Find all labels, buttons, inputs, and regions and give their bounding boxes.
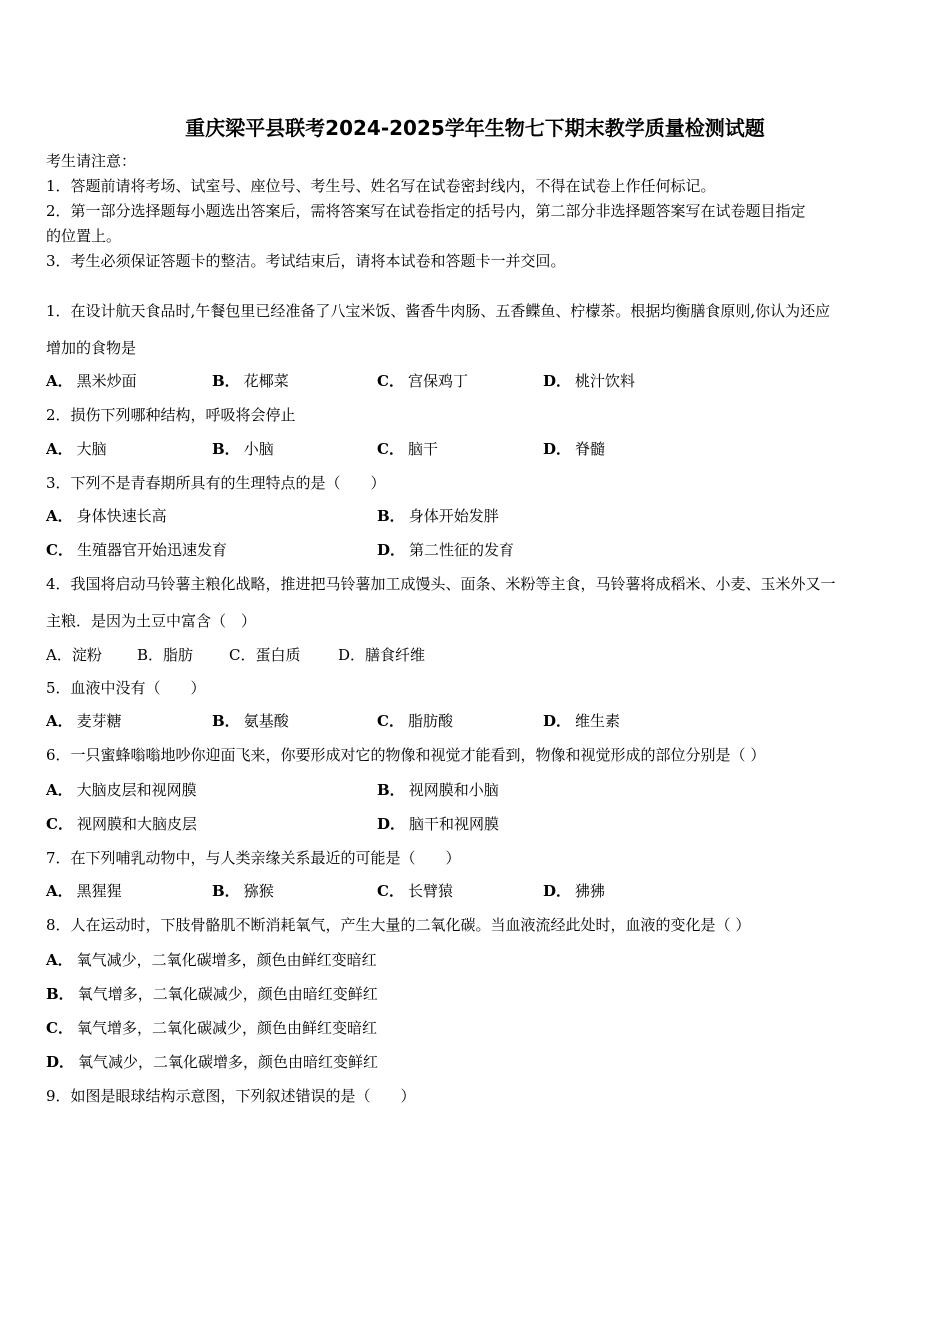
option-a [46,711,122,731]
option-text: 膳食纤维 [365,646,426,664]
option-letter: B． [46,985,74,1003]
option-letter: C． [229,646,256,664]
option-c [377,439,438,459]
option-text: 脑干 [407,440,438,458]
option-a [46,645,102,665]
option-text: 大脑皮层和视网膜 [76,781,197,799]
option-letter: A． [46,781,73,799]
option-c [46,540,227,560]
option-letter: B． [137,646,164,664]
option-letter: B． [212,712,240,730]
option-b [212,711,289,731]
option-text: 氧气增多，二氧化碳减少，颜色由暗红变鲜红 [77,985,378,1003]
notice-item: 1．答题前请将考场、试室号、座位号、考生号、姓名写在试卷密封线内，不得在试卷上作任何标记。 [46,177,716,195]
option-letter: A． [46,646,72,664]
option-text: 狒狒 [575,882,606,900]
option-letter: C． [377,372,404,390]
question-stem: 7．在下列哺乳动物中，与人类亲缘关系最近的可能是（ ） [46,849,461,867]
option-text: 脑干和视网膜 [409,815,500,833]
question-stem: 2．损伤下列哪种结构，呼吸将会停止 [46,406,296,424]
option-text: 生殖器官开始迅速发育 [76,541,227,559]
option-a [46,950,377,970]
page-title: 重庆梁平县联考2024-2025学年生物七下期末教学质量检测试题 [185,116,765,140]
option-text: 猕猴 [243,882,274,900]
option-text: 大脑 [76,440,107,458]
option-d [377,540,514,560]
option-d [377,814,499,834]
option-text: 维生素 [575,712,621,730]
question-stem: 主粮．是因为土豆中富含（ ） [46,612,257,630]
option-c [229,645,301,665]
option-c [46,814,197,834]
option-text: 第二性征的发育 [409,541,515,559]
option-letter: A． [46,507,73,525]
notice-item: 的位置上。 [46,227,122,245]
option-text: 氧气减少，二氧化碳增多，颜色由鲜红变暗红 [76,951,377,969]
option-letter: A． [46,712,73,730]
option-text: 黑米炒面 [76,372,137,390]
option-a [46,780,197,800]
notice-item: 2．第一部分选择题每小题选出答案后，需将答案写在试卷指定的括号内，第二部分非选择题答案写在试卷题目指定 [46,202,806,220]
option-b [212,881,274,901]
question-stem: 4．我国将启动马铃薯主粮化战略，推进把马铃薯加工成馒头、面条、米粉等主食，马铃薯将成稻米、小麦、玉米外又一 [46,575,836,593]
option-a [46,439,107,459]
option-c [46,1018,377,1038]
question-stem: 5．血液中没有（ ） [46,679,206,697]
question-stem: 3．下列不是青春期所具有的生理特点的是（ ） [46,474,386,492]
option-d [543,881,605,901]
option-text: 氧气增多，二氧化碳减少，颜色由鲜红变暗红 [76,1019,377,1037]
option-b [46,984,378,1004]
option-letter: B． [377,507,405,525]
option-letter: D． [543,372,572,390]
option-letter: C． [46,815,73,833]
option-b [212,371,289,391]
option-letter: D． [543,440,572,458]
option-text: 麦芽糖 [76,712,122,730]
option-b [377,780,499,800]
question-stem: 8．人在运动时，下肢骨骼肌不断消耗氧气，产生大量的二氧化碳。当血液流经此处时，血液的变化是（ ） [46,916,751,934]
option-letter: D． [377,815,406,833]
question-stem: 1．在设计航天食品时,午餐包里已经准备了八宝米饭、酱香牛肉肠、五香鲽鱼、柠檬茶。根据均衡膳食原则,你认为还应 [46,302,831,320]
option-text: 桃汁饮料 [575,372,636,390]
option-letter: D． [377,541,406,559]
option-d [46,1052,378,1072]
option-c [377,881,453,901]
option-text: 长臂猿 [407,882,453,900]
option-letter: B． [212,440,240,458]
option-text: 脊髓 [575,440,606,458]
option-d [338,645,425,665]
option-b [212,439,274,459]
option-text: 氨基酸 [243,712,289,730]
option-d [543,711,620,731]
option-letter: C． [46,1019,73,1037]
option-text: 脂肪 [163,646,194,664]
option-a [46,881,122,901]
option-text: 蛋白质 [255,646,301,664]
option-text: 身体快速长高 [76,507,167,525]
option-letter: A． [46,440,73,458]
notice-heading: 考生请注意： [46,152,137,170]
option-text: 视网膜和大脑皮层 [76,815,197,833]
option-c [377,371,468,391]
option-text: 氧气减少，二氧化碳增多，颜色由暗红变鲜红 [78,1053,379,1071]
option-letter: C． [377,882,404,900]
option-text: 黑猩猩 [76,882,122,900]
option-text: 小脑 [243,440,274,458]
question-stem: 9．如图是眼球结构示意图，下列叙述错误的是（ ） [46,1087,416,1105]
option-d [543,371,635,391]
option-letter: D． [338,646,366,664]
option-c [377,711,453,731]
option-letter: C． [377,440,404,458]
question-stem: 6．一只蜜蜂嗡嗡地吵你迎面飞来，你要形成对它的物像和视觉才能看到，物像和视觉形成的部位分别是（ ） [46,746,766,764]
option-letter: A． [46,372,73,390]
option-text: 脂肪酸 [407,712,453,730]
option-text: 宫保鸡丁 [407,372,468,390]
option-letter: A． [46,882,73,900]
option-text: 视网膜和小脑 [408,781,499,799]
option-letter: B． [212,372,240,390]
notice-item: 3．考生必须保证答题卡的整洁。考试结束后，请将本试卷和答题卡一并交回。 [46,252,566,270]
option-letter: D． [46,1053,75,1071]
option-letter: B． [212,882,240,900]
option-letter: A． [46,951,73,969]
option-a [46,371,137,391]
option-text: 花椰菜 [243,372,289,390]
option-letter: B． [377,781,405,799]
option-letter: C． [377,712,404,730]
question-stem: 增加的食物是 [46,339,137,357]
option-d [543,439,605,459]
option-b [137,645,193,665]
option-text: 身体开始发胖 [408,507,499,525]
option-a [46,506,167,526]
option-letter: D． [543,712,572,730]
option-letter: C． [46,541,73,559]
option-letter: D． [543,882,572,900]
option-b [377,506,499,526]
option-text: 淀粉 [71,646,102,664]
